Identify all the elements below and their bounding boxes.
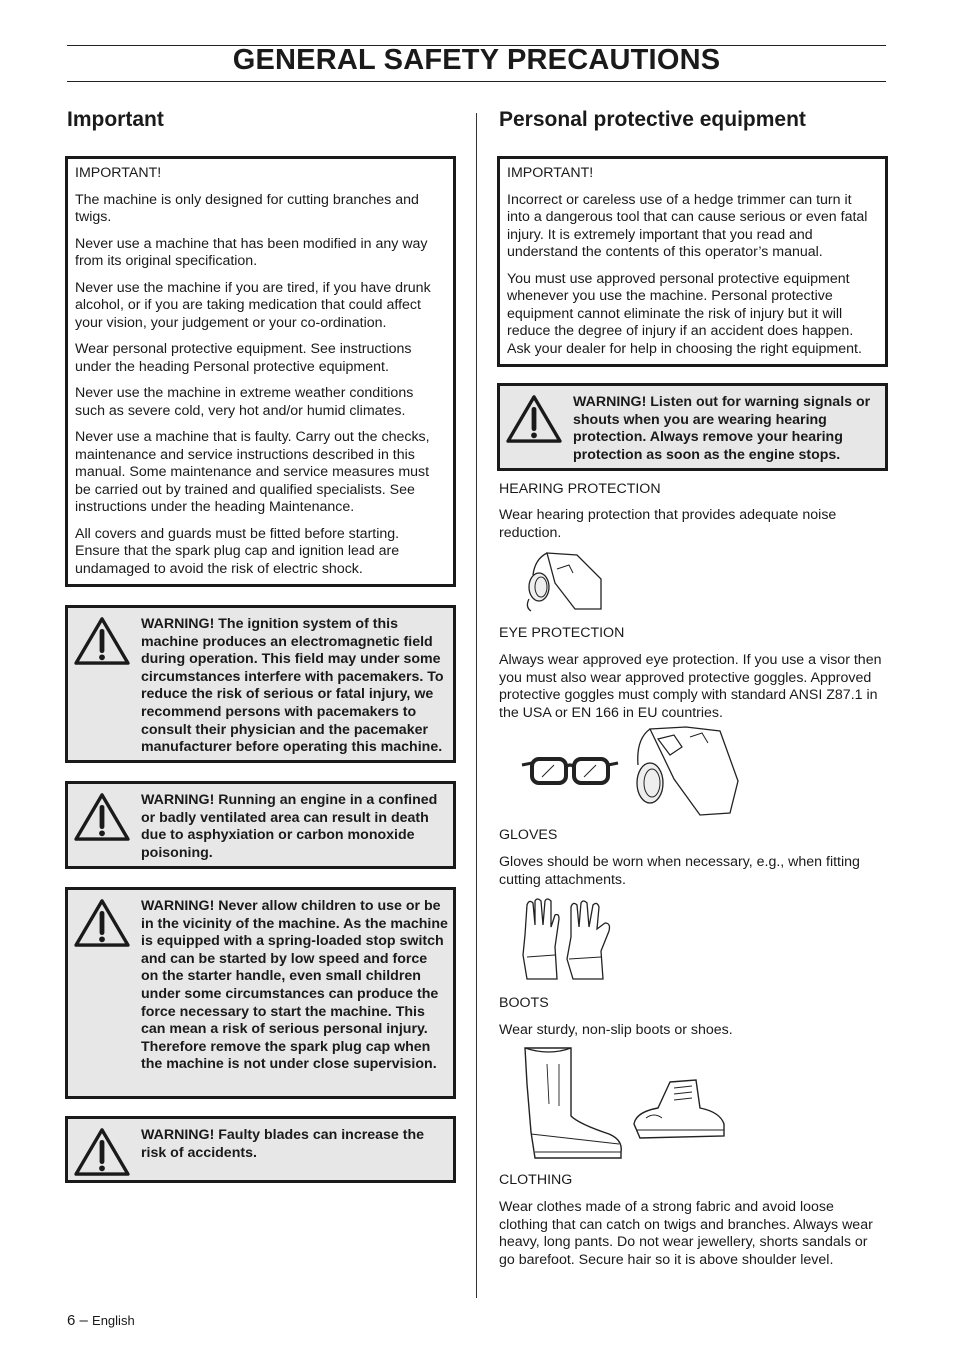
eye-text: Always wear approved eye protection. If you use a visor then you must also wear approved protective goggles. Approved protective goggles must comply with standard ANSI Z87.1 in the USA or EN 166 in EU countries.: [499, 652, 882, 721]
important-paragraph: Never use a machine that has been modified in any way from its original specification.: [75, 235, 428, 269]
warning-text: WARNING! Listen out for warning signals or shouts when you are wearing hearing protection. Always remove your hearing protection as soon as the engine stops.: [573, 394, 871, 463]
warning-text: WARNING! Faulty blades can increase the risk of accidents.: [141, 1127, 425, 1161]
page-title: GENERAL SAFETY PRECAUTIONS: [232, 44, 721, 76]
footer-language: English: [92, 1313, 135, 1328]
ear-muffs-visor-icon: [517, 549, 605, 615]
right-heading: Personal protective equipment: [499, 108, 806, 131]
important-paragraph: You must use approved personal protective equipment whenever you use the machine. Personal protective equipment cannot eliminate the risk of injury but it will reduce the degree of injury if an accident does happen. Ask your dealer for help in choosing the right equipment.: [507, 270, 862, 357]
goggles-icon: [520, 753, 620, 789]
warning-box-ventilation: [65, 781, 456, 869]
important-box-left: [65, 156, 456, 587]
warning-triangle-icon: [505, 394, 563, 444]
warning-box-blades: [65, 1116, 456, 1183]
warning-text: WARNING! The ignition system of this machine produces an electromagnetic field during operation. This field may under some circumstances interfere with pacemakers. To reduce the risk of serious or fatal injury, we recommend persons with pacemakers to consult their physician and the pacemaker manufacturer before operating this machine.: [141, 616, 444, 756]
boots-title: BOOTS: [499, 995, 549, 1011]
warning-triangle-icon: [73, 1127, 131, 1177]
important-paragraph: The machine is only designed for cutting branches and twigs.: [75, 191, 419, 225]
important-paragraph: All covers and guards must be fitted before starting. Ensure that the spark plug cap and ignition lead are undamaged to avoid the risk of electric shock.: [75, 525, 400, 577]
important-paragraph: Never use a machine that is faulty. Carry out the checks, maintenance and service instructions described in this manual. Some maintenance and service measures must be carried out by trained and qualified specialists. See instructions under the heading Maintenance.: [75, 429, 430, 515]
hearing-text: Wear hearing protection that provides adequate noise reduction.: [499, 507, 837, 541]
clothing-title: CLOTHING: [499, 1172, 573, 1188]
warning-box-hearing: [497, 383, 888, 471]
gloves-text: Gloves should be worn when necessary, e.g., when fitting cutting attachments.: [499, 854, 860, 888]
eye-title: EYE PROTECTION: [499, 625, 625, 641]
important-label: IMPORTANT!: [507, 165, 594, 181]
hearing-title: HEARING PROTECTION: [499, 481, 661, 497]
gloves-title: GLOVES: [499, 827, 558, 843]
warning-triangle-icon: [73, 616, 131, 666]
warning-box-children: [65, 887, 456, 1099]
title-rule-bottom: [67, 81, 886, 82]
important-paragraph: Never use the machine in extreme weather conditions such as severe cold, very hot and/or humid climates.: [75, 385, 414, 419]
rubber-boot-icon: [519, 1044, 629, 1162]
warning-triangle-icon: [73, 898, 131, 948]
page-footer: [67, 1312, 135, 1329]
column-divider: [476, 113, 477, 1298]
warning-box-pacemaker: [65, 605, 456, 763]
boots-text: Wear sturdy, non-slip boots or shoes.: [499, 1022, 733, 1038]
important-label: IMPORTANT!: [75, 165, 162, 181]
warning-text: WARNING! Running an engine in a confined or badly ventilated area can result in death due to asphyxiation or carbon monoxide poisoning.: [141, 792, 438, 861]
page-number: 6 –: [67, 1312, 88, 1329]
work-boot-icon: [630, 1078, 728, 1144]
important-paragraph: Wear personal protective equipment. See instructions under the heading Personal protective equipment.: [75, 341, 412, 375]
clothing-text: Wear clothes made of a strong fabric and avoid loose clothing that can catch on twigs and branches. Always wear heavy, long pants. Do not wear jewellery, shorts sandals or go barefoot. Secure hair so it is above shoulder level.: [499, 1199, 873, 1268]
important-paragraph: Never use the machine if you are tired, if you have drunk alcohol, or if you are taking medication that could affect your vision, your judgement or your co-ordination.: [75, 279, 431, 331]
important-box-right: [497, 156, 888, 367]
important-paragraph: Incorrect or careless use of a hedge trimmer can turn it into a dangerous tool that can cause serious or even fatal injury. It is extremely important that you read and understand the contents of this operator’s manual.: [507, 191, 868, 260]
gloves-icon: [519, 895, 613, 983]
helmet-visor-icon: [630, 725, 742, 817]
warning-triangle-icon: [73, 792, 131, 842]
warning-text: WARNING! Never allow children to use or be in the vicinity of the machine. As the machine is equipped with a spring-loaded stop switch and can be started by low speed and force on the starter handle, even small children under some circumstances can produce the force necessary to start the machine. This can mean a risk of serious personal injury. Therefore remove the spark plug cap when the machine is not under close supervision.: [141, 898, 448, 1073]
left-heading: Important: [67, 108, 164, 131]
